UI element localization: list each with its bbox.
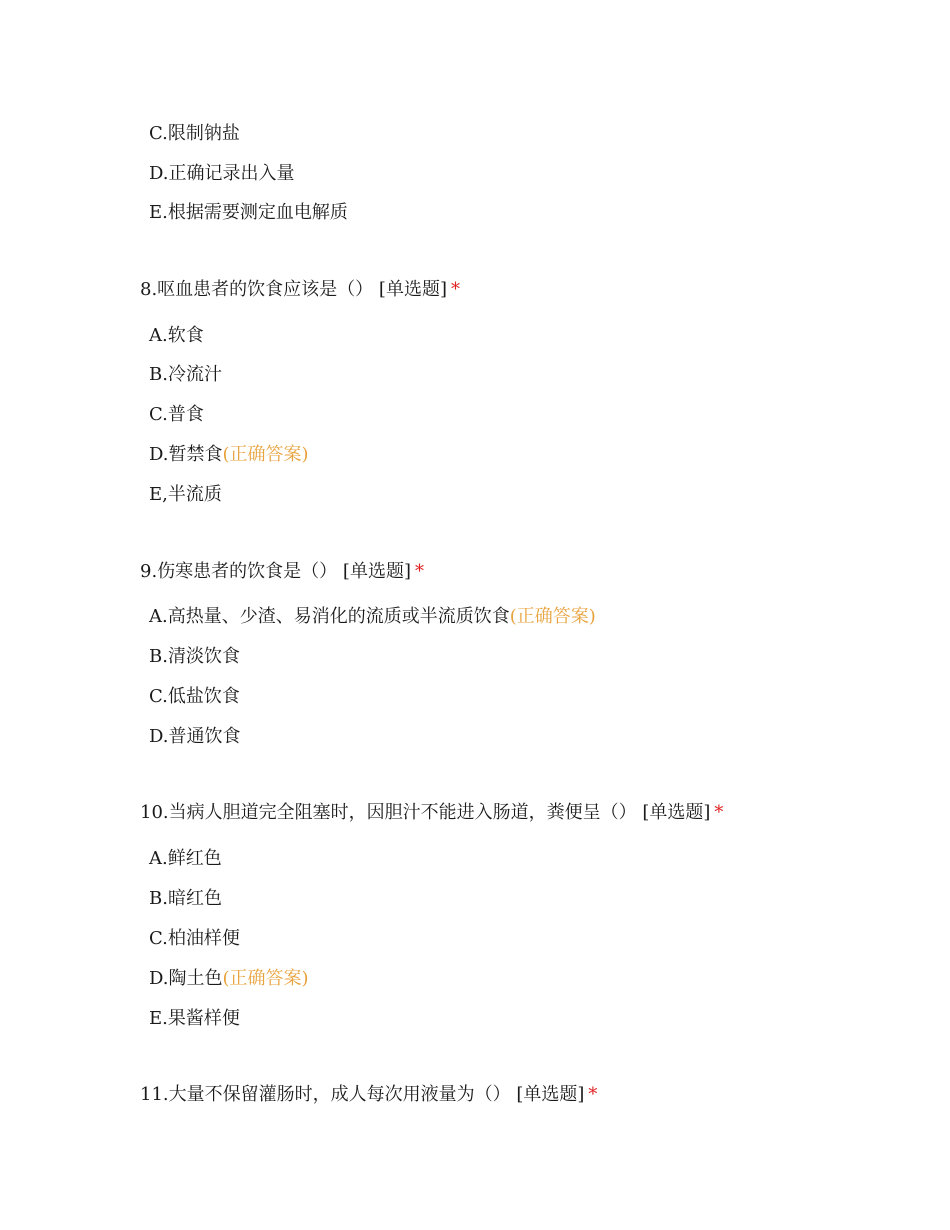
option-item [149, 484, 222, 506]
question-text: 11.大量不保留灌肠时，成人每次用液量为（） [140, 1084, 511, 1105]
required-marker: * [450, 279, 460, 300]
option-text: C.柏油样便 [149, 928, 240, 949]
option-item [149, 1008, 240, 1030]
option-text: D.陶土色 [149, 968, 223, 989]
correct-answer-mark: (正确答案) [222, 444, 309, 465]
question-type-label: [单选题] [378, 279, 447, 300]
option-item [149, 968, 309, 990]
option-text: E.果酱样便 [149, 1008, 240, 1029]
option-text: A.鲜红色 [149, 848, 222, 869]
option-item [149, 606, 596, 628]
option-item [149, 888, 222, 910]
correct-answer-mark: (正确答案) [509, 606, 596, 627]
option-item [149, 686, 240, 708]
option-text: B.冷流汁 [149, 364, 222, 385]
option-text: A.软食 [149, 325, 204, 346]
question-text: 8.呕血患者的饮食应该是（） [140, 279, 374, 300]
correct-answer-mark: (正确答案) [222, 968, 309, 989]
option-text: B.清淡饮食 [149, 646, 240, 667]
option-item [149, 928, 240, 950]
question-type-label: [单选题] [342, 561, 411, 582]
question-title [140, 1084, 597, 1106]
option-item [149, 202, 348, 224]
question-title [140, 802, 723, 824]
question-title [140, 279, 460, 301]
option-text: C.限制钠盐 [149, 123, 240, 144]
option-item [149, 848, 222, 870]
option-text: D.普通饮食 [149, 726, 241, 747]
option-text: B.暗红色 [149, 888, 222, 909]
option-text: C.低盐饮食 [149, 686, 240, 707]
question-type-label: [单选题] [516, 1084, 585, 1105]
required-marker: * [714, 802, 724, 823]
required-marker: * [414, 561, 424, 582]
option-item [149, 726, 241, 748]
option-item [149, 123, 240, 145]
option-text: E,半流质 [149, 484, 222, 505]
required-marker: * [588, 1084, 598, 1105]
question-title [140, 561, 424, 583]
option-text: C.普食 [149, 404, 204, 425]
option-item [149, 163, 295, 185]
option-text: D.暂禁食 [149, 444, 223, 465]
question-text: 10.当病人胆道完全阻塞时，因胆汁不能进入肠道，粪便呈（） [140, 802, 637, 823]
option-text: D.正确记录出入量 [149, 163, 295, 184]
option-text: A.高热量、少渣、易消化的流质或半流质饮食 [149, 606, 510, 627]
option-item [149, 404, 204, 426]
option-item [149, 646, 240, 668]
option-item [149, 325, 204, 347]
question-text: 9.伤寒患者的饮食是（） [140, 561, 338, 582]
option-item [149, 444, 309, 466]
option-item [149, 364, 222, 386]
option-text: E.根据需要测定血电解质 [149, 202, 348, 223]
question-type-label: [单选题] [642, 802, 711, 823]
